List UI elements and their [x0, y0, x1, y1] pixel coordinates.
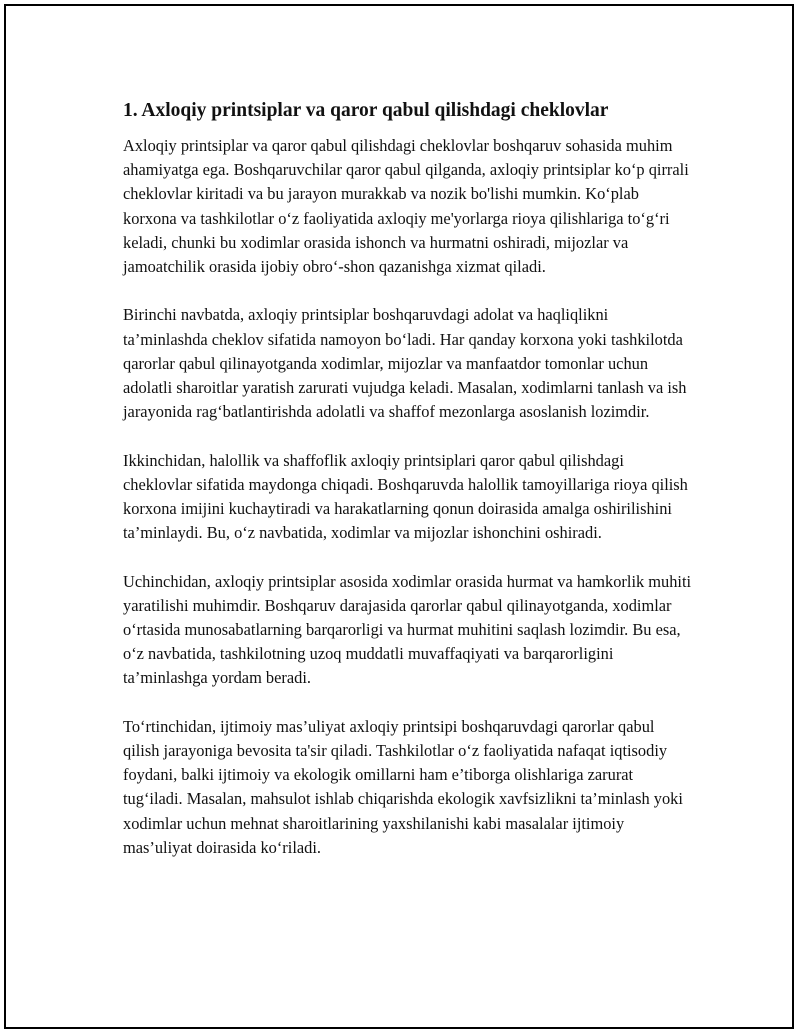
- page-frame: [4, 4, 794, 1029]
- paragraph-second-point: Ikkinchidan, halollik va shaffoflik axloqiy printsiplari qaror qabul qilishdagi cheklovlar sifatida maydonga chiqadi. Boshqaruvda halollik tamoyillariga rioya qilish korxona imijini kuchaytiradi va harakatlarning qonun doirasida amalga oshirilishini ta’minlaydi. Bu, o‘z navbatida, xodimlar va mijozlar ishonchini oshiradi.: [123, 450, 688, 543]
- paragraph-first-point: Birinchi navbatda, axloqiy printsiplar boshqaruvdagi adolat va haqliqlikni ta’minlashda cheklov sifatida namoyon bo‘ladi. Har qanday korxona yoki tashkilotda qarorlar qabul qilinayotganda xodimlar, mijozlar va manfaatdor tomonlar uchun adolatli sharoitlar yaratish zarurati vujudga keladi. Masalan, xodimlarni tanlash va ish jarayonida rag‘batlantirishda adolatli va shaffof mezonlarga asoslanish lozimdir.: [123, 305, 687, 422]
- document-body: [123, 98, 693, 884]
- paragraph-intro: Axloqiy printsiplar va qaror qabul qilishdagi cheklovlar boshqaruv sohasida muhim ahamiyatga ega. Boshqaruvchilar qaror qabul qilganda, axloqiy printsiplar ko‘p qirrali cheklovlar kiritadi va bu jarayon murakkab va nozik bo'lishi mumkin. Ko‘plab korxona va tashkilotlar o‘z faoliyatida axloqiy me'yorlarga rioya qilishlariga to‘g‘ri keladi, chunki bu xodimlar orasida ishonch va hurmatni oshiradi, mijozlar va jamoatchilik orasida ijobiy obro‘-shon qazanishga xizmat qiladi.: [123, 136, 689, 277]
- paragraph-third-point: Uchinchidan, axloqiy printsiplar asosida xodimlar orasida hurmat va hamkorlik muhiti yaratilishi muhimdir. Boshqaruv darajasida qarorlar qabul qilinayotganda, xodimlar o‘rtasida munosabatlarning barqarorligi va hurmat muhitini saqlash lozimdir. Bu esa, o‘z navbatida, tashkilotning uzoq muddatli muvaffaqiyati va barqarorligini ta’minlashga yordam beradi.: [123, 571, 692, 688]
- paragraph-fourth-point: To‘rtinchidan, ijtimoiy mas’uliyat axloqiy printsipi boshqaruvdagi qarorlar qabul qilish jarayoniga bevosita ta'sir qiladi. Tashkilotlar o‘z faoliyatida nafaqat iqtisodiy foydani, balki ijtimoiy va ekologik omillarni ham e’tiborga olishlariga zarurat tug‘iladi. Masalan, mahsulot ishlab chiqarishda ekologik xavfsizlikni ta’minlash yoki xodimlar uchun mehnat sharoitlarining yaxshilanishi kabi masalalar ijtimoiy mas’uliyat doirasida ko‘riladi.: [123, 716, 683, 857]
- section-title: 1. Axloqiy printsiplar va qaror qabul qilishdagi cheklovlar: [123, 100, 609, 121]
